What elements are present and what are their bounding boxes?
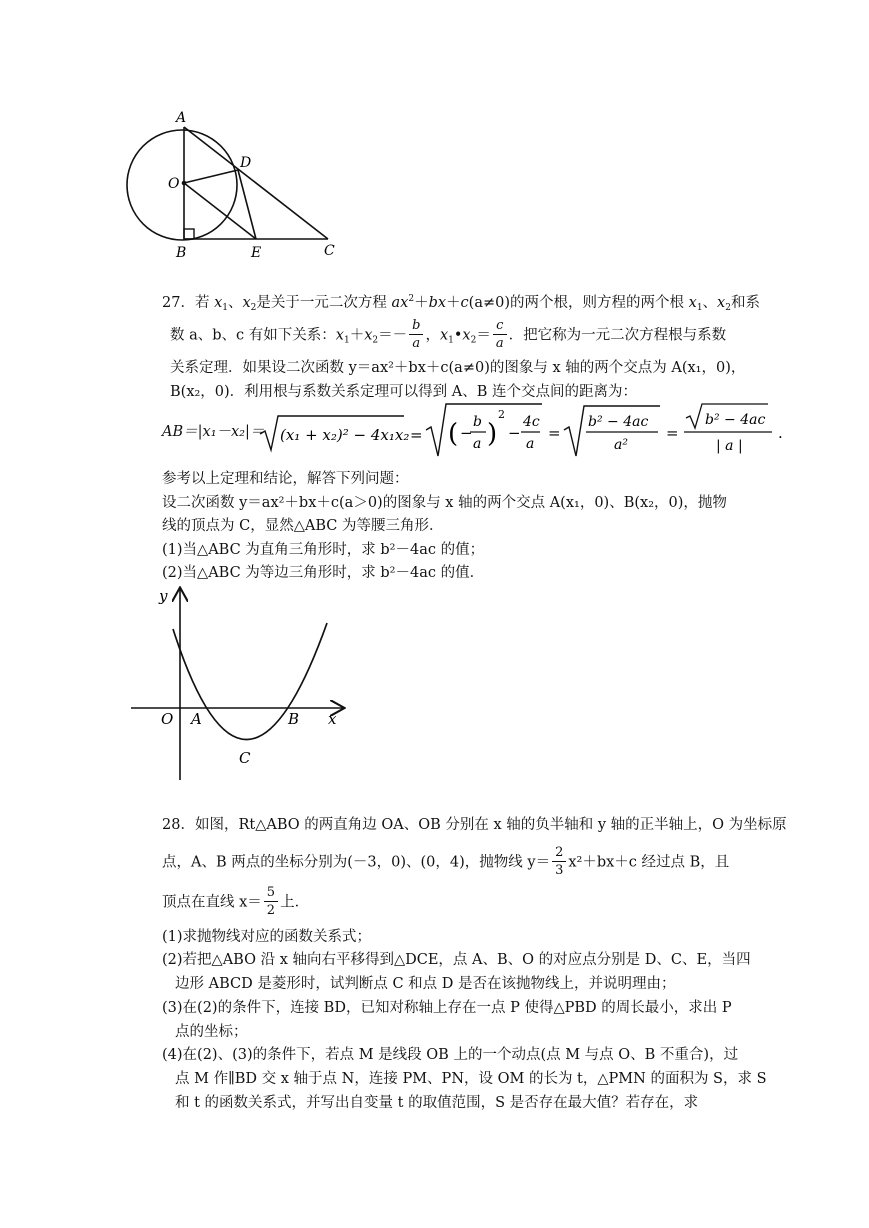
svg-text:b² − 4ac: b² − 4ac: [588, 414, 649, 430]
label-x: x: [328, 710, 337, 728]
svg-text:−: −: [460, 424, 473, 442]
q28-part1: (1)求抛物线对应的函数关系式；: [162, 929, 372, 945]
label-a: A: [176, 110, 187, 126]
segment-ac: [184, 127, 328, 239]
q27-line6: 设二次函数 y＝ax²＋bx＋c(a＞0)的图象与 x 轴的两个交点 A(x₁，0)、B(x₂，0)，抛物: [162, 495, 727, 511]
svg-text:(: (: [448, 419, 459, 449]
q28-part4b: 点 M 作∥BD 交 x 轴于点 N，连接 PM、PN，设 OM 的长为 t，△PMN 的面积为 S，求 S: [175, 1071, 767, 1087]
label-e: E: [251, 245, 262, 261]
distance-formula: [162, 400, 802, 460]
q27-line5: 参考以上定理和结论，解答下列问题：: [162, 471, 409, 487]
svg-text:a: a: [473, 436, 482, 452]
q28-line1: 28．如图，Rt△ABO 的两直角边 OA、OB 分别在 x 轴的负半轴和 y 轴的正半轴上，O 为坐标原: [162, 817, 787, 833]
q28-part4c: 和 t 的函数关系式，并写出自变量 t 的取值范围，S 是否存在最大值？若存在，求: [175, 1095, 699, 1111]
label-a2: A: [191, 710, 202, 728]
segment-oe: [184, 183, 256, 239]
svg-text:b: b: [473, 414, 482, 430]
label-c: C: [324, 243, 335, 259]
circle-o: [127, 130, 237, 240]
q28-part3a: (3)在(2)的条件下，连接 BD，已知对称轴上存在一点 P 使得△PBD 的周长最小，求出 P: [162, 1000, 732, 1016]
segment-od: [184, 170, 238, 183]
q27-line2: 数 a、b、c 有如下关系：$x_1+x_2=-$ $\frac{b}{a}$ ，$x_1•x_2=$ $\frac{c}{a}$ ．把它称为一元二次方程根与系数: [170, 318, 727, 351]
frac-b-over-a: $\frac{b}{a}$: [409, 318, 423, 353]
q27-line1: 27．若 $x_1$、$x_2$是关于一元二次方程 $ax^2+bx+c(a\ne 0)$的两个根，则方程的两个根 $x_1$、$x_2$和系: [162, 294, 760, 313]
q28-line2: 点，A、B 两点的坐标分别为(－3，0)、(0，4)，抛物线 y＝ $\frac{2}{3}$ x²＋bx＋c 经过点 B，且: [162, 845, 730, 878]
q27-part2: (2)当△ABC 为等边三角形时，求 b²－4ac 的值．: [162, 565, 485, 581]
svg-text:=: =: [666, 424, 679, 442]
frac-2-over-3: $\frac{2}{3}$: [552, 845, 566, 880]
svg-text:(x₁ + x₂)² − 4x₁x₂: (x₁ + x₂)² − 4x₁x₂: [280, 426, 410, 444]
formula-radicals: [258, 400, 798, 460]
svg-text:a: a: [526, 436, 535, 452]
q28-part4a: (4)在(2)、(3)的条件下，若点 M 是线段 OB 上的一个动点(点 M 与点 O、B 不重合)，过: [162, 1047, 739, 1063]
svg-text:| a |: | a |: [716, 438, 743, 454]
label-b: B: [176, 245, 187, 261]
q27-line3: 关系定理．如果设二次函数 y＝ax²＋bx＋c(a≠0)的图象与 x 轴的两个交点为 A(x₁，0)，: [170, 360, 746, 376]
q28-part2b: 边形 ABCD 是菱形时，试判断点 C 和点 D 是否在该抛物线上，并说明理由；: [175, 976, 676, 992]
right-angle-mark: [184, 229, 194, 239]
svg-text:b² − 4ac: b² − 4ac: [705, 412, 766, 428]
label-o: O: [168, 176, 180, 192]
svg-text:a²: a²: [614, 437, 628, 453]
label-b2: B: [288, 710, 300, 728]
q27-line4: B(x₂，0)．利用根与系数关系定理可以得到 A、B 连个交点间的距离为：: [170, 384, 638, 400]
q28-line3: 顶点在直线 x＝ $\frac{5}{2}$ 上．: [162, 885, 310, 918]
q27-part1: (1)当△ABC 为直角三角形时，求 b²－4ac 的值；: [162, 542, 485, 558]
label-c2: C: [239, 749, 251, 767]
figure-parabola: [125, 583, 355, 783]
label-d: D: [240, 155, 252, 171]
svg-text:.: .: [778, 424, 783, 442]
q28-part3b: 点的坐标；: [175, 1024, 248, 1040]
q28-number: 28．: [162, 817, 195, 833]
formula-lhs: AB＝|x₁－x₂|＝: [162, 424, 265, 440]
q27-number: 27．: [162, 295, 195, 311]
svg-text:=: =: [548, 424, 561, 442]
svg-text:2: 2: [498, 408, 505, 421]
svg-text:4c: 4c: [523, 414, 540, 430]
frac-5-over-2: $\frac{5}{2}$: [264, 885, 278, 920]
frac-c-over-a: $\frac{c}{a}$: [493, 318, 507, 353]
q27-line7: 线的顶点为 C，显然△ABC 为等腰三角形．: [162, 518, 444, 534]
label-y: y: [159, 587, 168, 605]
label-origin: O: [161, 710, 174, 728]
figure-circle-tangent: [120, 105, 350, 265]
svg-text:): ): [487, 419, 498, 449]
center-dot: [182, 181, 187, 186]
svg-text:=: =: [410, 426, 423, 444]
svg-text:−: −: [508, 424, 521, 442]
q28-part2a: (2)若把△ABO 沿 x 轴向右平移得到△DCE，点 A、B、O 的对应点分别是 D、C、E，当四: [162, 952, 751, 968]
